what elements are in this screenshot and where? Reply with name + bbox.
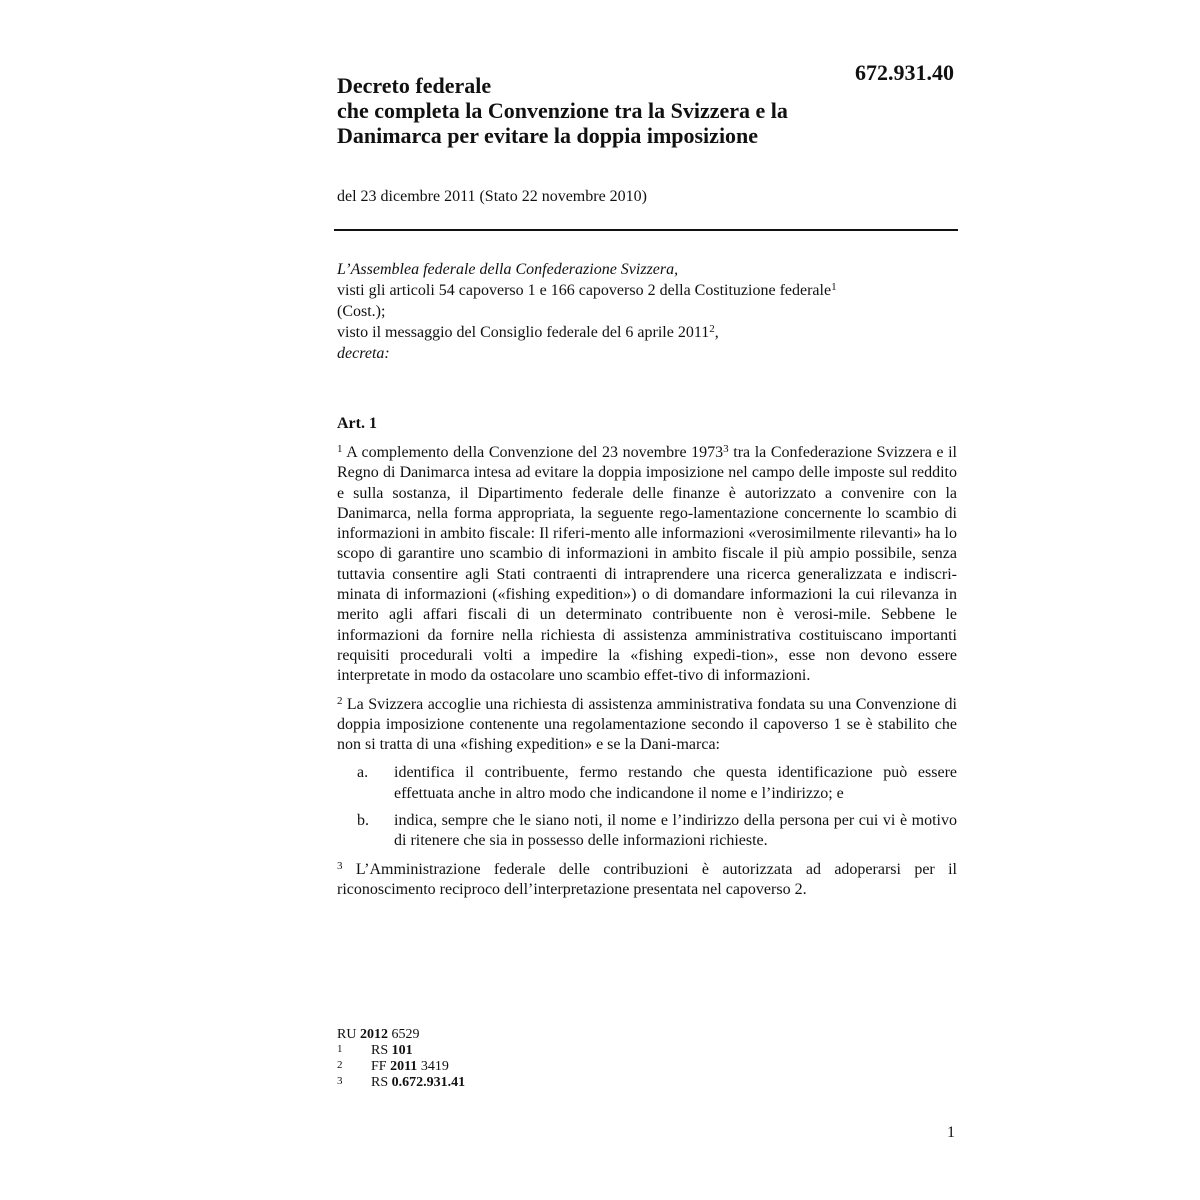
footnote-ref-number[interactable]: 2011 [390, 1059, 418, 1074]
preamble-authority: L’Assemblea federale della Confederazione Svizzera, [337, 261, 679, 278]
sr-number: 672.931.40 [855, 60, 954, 85]
footnote-prefix: RS [371, 1075, 392, 1090]
footnote [337, 1043, 957, 1059]
footnote-prefix: RS [371, 1043, 392, 1058]
list-letter: a. [357, 764, 369, 782]
footnote-ref[interactable]: 1 [831, 281, 837, 293]
list-item [337, 811, 957, 852]
document-date: del 23 dicembre 2011 (Stato 22 novembre 2010) [337, 188, 647, 205]
preamble [337, 259, 957, 364]
footnote [337, 1075, 957, 1091]
footnote-number: 3 [337, 1075, 343, 1087]
official-collection-ref [337, 1027, 957, 1043]
paragraph-number: 2 [337, 694, 343, 707]
article-body [337, 443, 957, 908]
ru-year: 2012 [359, 1027, 388, 1042]
title-line: Danimarca per evitare la doppia imposizione [337, 123, 759, 148]
preamble-line-end: , [714, 324, 719, 341]
condition-list [337, 763, 957, 851]
footnote-number: 1 [337, 1043, 343, 1055]
preamble-line-cost: (Cost.); [337, 303, 386, 320]
title-line: Decreto federale [337, 73, 492, 98]
paragraph-1 [337, 443, 957, 687]
ru-page: 6529 [387, 1027, 420, 1042]
article-heading: Art. 1 [337, 415, 377, 432]
preamble-line-text: visti gli articoli 54 capoverso 1 e 166 capoverso 2 della Costituzione federale [337, 282, 832, 299]
paragraph-2 [337, 695, 957, 756]
paragraph-number: 1 [337, 443, 343, 455]
ru-prefix: RU [337, 1027, 360, 1042]
footnotes [337, 1027, 957, 1091]
list-text: indica, sempre che le siano noti, il nome e l’indirizzo della persona per cui vi è motivo di ritenere che sia in possesso delle informazioni richieste. [394, 812, 957, 850]
paragraph-text: A complemento della Convenzione del 23 novembre 1973 [342, 444, 724, 461]
page-number: 1 [947, 1124, 955, 1141]
preamble-decree: decreta: [337, 345, 390, 362]
list-text: identifica il contribuente, fermo restando che questa identificazione può essere effettuata anche in altro modo che indicandone il nome e l’indirizzo; e [394, 764, 957, 802]
footnote-text [371, 1043, 413, 1059]
paragraph-text: L’Amministrazione federale delle contribuzioni è autorizzata ad adoperarsi per il riconoscimento reciproco dell’interpretazione presentata nel capoverso 2. [337, 860, 957, 898]
document-title [337, 73, 957, 148]
footnote [337, 1059, 957, 1075]
footnote-ref[interactable]: 3 [723, 443, 729, 455]
footnote-ref[interactable]: 2 [709, 323, 715, 335]
paragraph-text: tra la Confederazione Svizzera e il Regno di Danimarca intesa ad evitare la doppia imposizione nel campo delle imposte sul reddito e sulla sostanza, il Dipartimento federale delle finanze è autorizzato a convenire con la Danimarca, nella forma appropriata, la seguente rego-lamentazione concernente lo scambio di informazioni in ambito fiscale: Il riferi-mento alle informazioni «verosimilmente rilevanti» ha lo scopo di garantire uno scambio di informazioni in ambito fiscale il più ampio possibile, senza tuttavia consentire agli Stati contraenti di intraprendere una ricerca generalizzata e indiscri-minata di informazioni («fishing expedition») o di domandare informazioni la cui rilevanza in merito agli affari fiscali di un determinato contribuente non è verosi-mile. Sebbene le informazioni da fornire nella richiesta di assistenza amministrativa costituiscano importanti requisiti procedurali volti a impedire la «fishing expedi-tion», esse non devono essere interpretate in modo da ostacolare uno scambio effet-tivo di informazioni. [337, 444, 957, 685]
footnote-number: 2 [337, 1059, 343, 1071]
title-line: che completa la Convenzione tra la Svizzera e la [337, 98, 788, 123]
paragraph-text: La Svizzera accoglie una richiesta di assistenza amministrativa fondata su una Convenzione di doppia imposizione contenente una regolamentazione secondo il capoverso 1 se è stabilito che non si tratta di una «fishing expedition» e se la Dani-marca: [337, 695, 957, 754]
footnote-text [371, 1075, 465, 1091]
list-letter: b. [357, 812, 369, 830]
paragraph-3 [337, 860, 957, 901]
header-divider [334, 229, 958, 231]
footnote-ref-number[interactable]: 101 [391, 1043, 413, 1058]
footnote-ref-number[interactable]: 0.672.931.41 [391, 1075, 466, 1090]
preamble-line-message [337, 322, 957, 343]
list-item [337, 763, 957, 804]
footnote-text [371, 1059, 449, 1075]
paragraph-number: 3 [337, 859, 343, 872]
preamble-line-constitution [337, 280, 957, 301]
preamble-line-text: visto il messaggio del Consiglio federale del 6 aprile 2011 [337, 324, 710, 341]
footnote-suffix: 3419 [417, 1059, 449, 1074]
footnote-prefix: FF [371, 1059, 391, 1074]
